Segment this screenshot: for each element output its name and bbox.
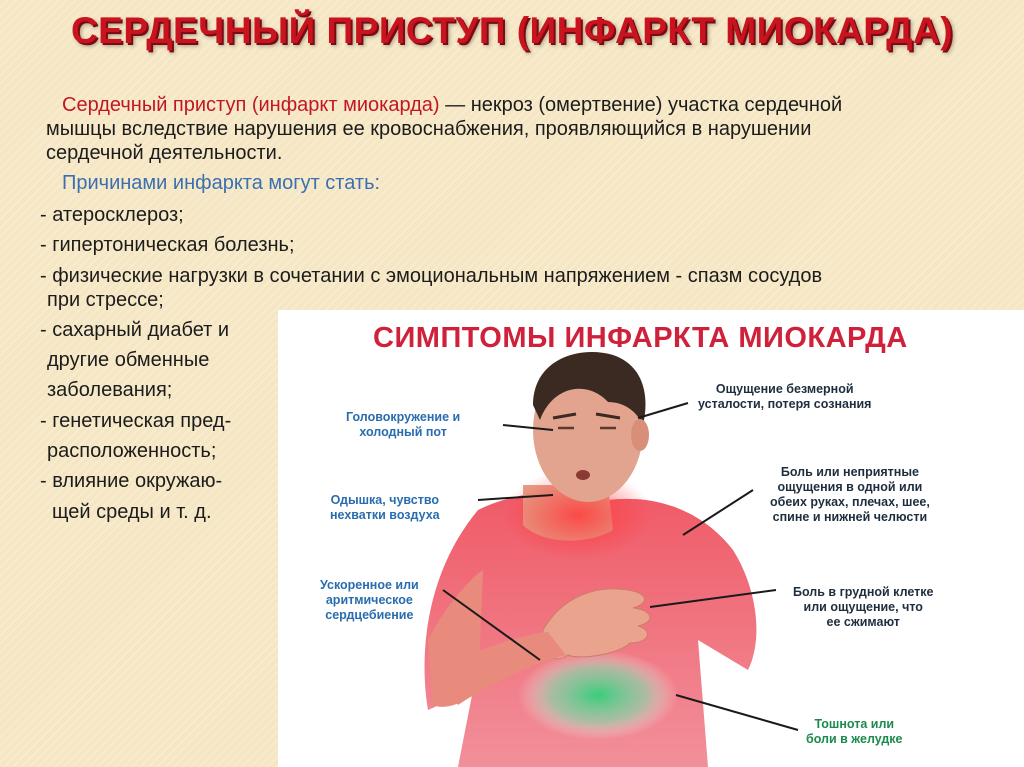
label-fatigue: Ощущение безмерной усталости, потеря сознания [698, 382, 872, 411]
definition-term: Сердечный приступ (инфаркт миокарда) [62, 94, 440, 116]
stomach-glow [518, 650, 678, 740]
definition-line-2: мышцы вследствие нарушения ее кровоснабжения, проявляющийся в нарушении [46, 118, 812, 140]
definition-text: — некроз (омертвение) участка сердечной [439, 94, 843, 116]
cause-item-continued: при стрессе; [47, 289, 164, 311]
cause-item-continued: заболевания; [47, 379, 173, 401]
person-illustration [278, 310, 1024, 767]
definition-line-3: сердечной деятельности. [46, 142, 283, 164]
definition-line-1 [62, 93, 842, 117]
cause-item-continued: расположенность; [47, 440, 217, 462]
causes-heading: Причинами инфаркта могут стать: [62, 172, 381, 194]
mouth [576, 470, 590, 480]
cause-item: - гипертоническая болезнь; [40, 234, 295, 256]
cause-item: - генетическая пред- [40, 410, 232, 432]
label-dyspnea: Одышка, чувство нехватки воздуха [330, 493, 440, 522]
cause-item: - влияние окружаю- [40, 470, 223, 492]
label-dizziness: Головокружение и холодный пот [346, 410, 461, 439]
ear [631, 419, 649, 451]
symptoms-infographic [278, 310, 1024, 767]
cause-item: - атеросклероз; [40, 204, 184, 226]
cause-item: - сахарный диабет и [40, 319, 230, 341]
label-nausea: Тошнота или боли в желудке [806, 717, 903, 746]
cause-item-continued: другие обменные [47, 349, 210, 371]
label-chest-pain: Боль в грудной клетке или ощущение, что ее сжимают [793, 585, 934, 629]
cause-item-continued: щей среды и т. д. [52, 501, 212, 523]
infographic-title: СИМПТОМЫ ИНФАРКТА МИОКАРДА [373, 322, 908, 354]
slide-title: СЕРДЕЧНЫЙ ПРИСТУП (ИНФАРКТ МИОКАРДА) [70, 10, 954, 51]
cause-item: - физические нагрузки в сочетании с эмоциональным напряжением - спазм сосудов [40, 265, 823, 287]
label-pain-arms: Боль или неприятные ощущения в одной или обеих руках, плечах, шее, спине и нижней челюсти [770, 465, 930, 524]
label-palpitation: Ускоренное или аритмическое сердцебиение [320, 578, 419, 622]
